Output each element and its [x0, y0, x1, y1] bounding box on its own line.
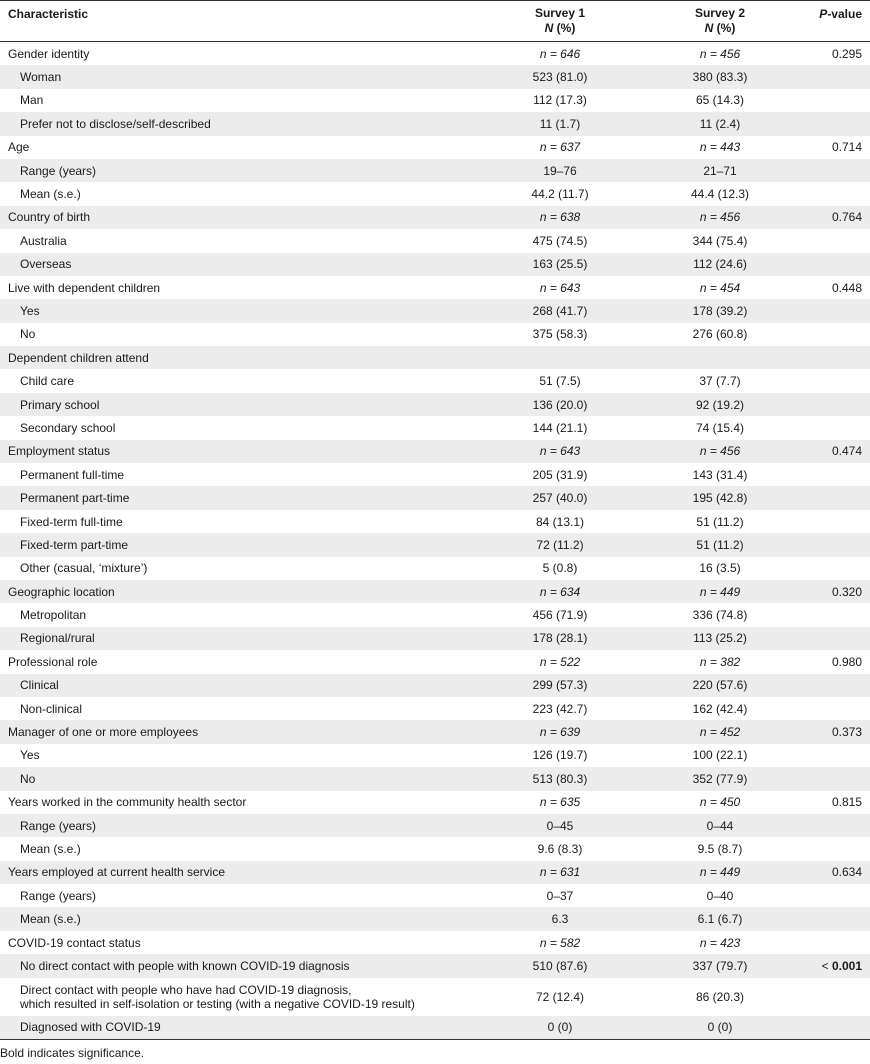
cell-characteristic: Employment status — [8, 444, 111, 459]
cell-survey2: 337 (79.7) — [692, 958, 748, 973]
cell-characteristic: Range (years) — [20, 163, 97, 178]
cell-characteristic: Yes — [20, 748, 40, 763]
cell-characteristic: Australia — [20, 233, 67, 248]
header-characteristic: Characteristic — [8, 7, 89, 21]
cell-survey1: 9.6 (8.3) — [537, 841, 583, 856]
cell-characteristic: Fixed-term full-time — [20, 514, 123, 529]
cell-survey2: 143 (31.4) — [692, 467, 748, 482]
cell-characteristic: Geographic location — [8, 584, 115, 599]
cell-characteristic: Professional role — [8, 654, 98, 669]
cell-survey2: 0–40 — [706, 888, 734, 903]
cell-characteristic: No direct contact with people with known COVID-19 diagnosis — [20, 958, 350, 973]
cell-survey1: 6.3 — [551, 912, 569, 927]
cell-survey2: n = 456 — [699, 444, 741, 459]
table-row-group — [0, 136, 870, 159]
table-row — [0, 369, 870, 392]
cell-survey2: 0–44 — [706, 818, 734, 833]
table-row — [0, 557, 870, 580]
cell-characteristic — [0, 983, 470, 1011]
table-row — [0, 510, 870, 533]
table-row-group — [0, 440, 870, 463]
cell-characteristic: Years worked in the community health sector — [8, 795, 247, 810]
cell-survey1: 44.2 (11.7) — [531, 187, 589, 202]
cell-p-value: 0.634 — [831, 865, 862, 880]
table-row — [0, 837, 870, 860]
cell-survey2: 44.4 (12.3) — [690, 187, 750, 202]
cell-characteristic: Regional/rural — [20, 631, 95, 646]
cell-characteristic: Gender identity — [8, 46, 90, 61]
cell-survey1: 84 (13.1) — [535, 514, 585, 529]
cell-survey2: n = 456 — [699, 210, 741, 225]
header-survey1 — [470, 1, 650, 41]
cell-survey1: 257 (40.0) — [532, 491, 588, 506]
header-p-italic: P — [819, 7, 828, 21]
cell-survey2: 112 (24.6) — [693, 257, 747, 272]
cell-survey1: n = 635 — [539, 795, 581, 810]
table-row — [0, 463, 870, 486]
cell-survey1: 19–76 — [543, 163, 577, 178]
cell-survey2: 11 (2.4) — [699, 116, 741, 131]
cell-characteristic: Primary school — [20, 397, 100, 412]
cell-survey1: 0–45 — [546, 818, 574, 833]
cell-characteristic: Overseas — [20, 257, 72, 272]
cell-survey2: 352 (77.9) — [692, 771, 748, 786]
table-row-group — [0, 276, 870, 299]
table-row-group — [0, 861, 870, 884]
cell-p-value: 0.764 — [831, 210, 862, 225]
table-row-group — [0, 580, 870, 603]
cell-characteristic: Age — [8, 140, 30, 155]
header-survey1-sub — [545, 21, 576, 36]
cell-characteristic: Man — [20, 93, 44, 108]
cell-p-value: 0.295 — [831, 46, 862, 61]
table-row — [0, 112, 870, 135]
table-footnote: Bold indicates significance. — [0, 1046, 145, 1061]
header-survey1-title: Survey 1 — [534, 6, 586, 20]
table-row — [0, 814, 870, 837]
cell-characteristic: Fixed-term part-time — [20, 537, 129, 552]
cell-survey2: n = 454 — [699, 280, 741, 295]
p-value-significant: 0.001 — [831, 958, 862, 973]
cell-survey1: 144 (21.1) — [532, 420, 588, 435]
cell-characteristic: Prefer not to disclose/self-described — [20, 116, 211, 131]
table-row-group — [0, 346, 870, 369]
cell-survey1: 0 (0) — [547, 1020, 573, 1035]
cell-p-value: 0.815 — [831, 795, 862, 810]
cell-survey2: 74 (15.4) — [695, 420, 745, 435]
header-survey2-n: N — [704, 21, 714, 35]
cell-survey1: 112 (17.3) — [533, 93, 587, 108]
table-row — [0, 182, 870, 205]
cell-survey2: 100 (22.1) — [692, 748, 748, 763]
cell-p-value: 0.474 — [831, 444, 862, 459]
table-row — [0, 697, 870, 720]
table-row — [0, 323, 870, 346]
p-value-operator: < — [821, 958, 832, 973]
cell-survey2: n = 449 — [699, 584, 741, 599]
cell-survey1: n = 582 — [539, 935, 581, 950]
table-row — [0, 954, 870, 977]
table-row — [0, 627, 870, 650]
cell-survey1: n = 522 — [539, 654, 581, 669]
cell-survey1: 126 (19.7) — [532, 748, 588, 763]
header-survey2-pct: (%) — [716, 21, 736, 35]
cell-characteristic: Diagnosed with COVID-19 — [20, 1020, 161, 1035]
table-row-group — [0, 42, 870, 65]
cell-characteristic: Secondary school — [20, 420, 116, 435]
cell-survey1: 72 (11.2) — [536, 537, 584, 552]
cell-characteristic-line: which resulted in self-isolation or testing (with a negative COVID-19 result) — [20, 996, 415, 1011]
cell-survey1: n = 639 — [539, 725, 581, 740]
table-row — [0, 767, 870, 790]
table-row — [0, 674, 870, 697]
cell-survey1: 0–37 — [546, 888, 574, 903]
table-row — [0, 253, 870, 276]
table-row — [0, 1016, 870, 1039]
cell-survey1: 178 (28.1) — [532, 631, 588, 646]
cell-survey2: n = 456 — [699, 46, 741, 61]
cell-survey1: n = 634 — [539, 584, 581, 599]
cell-survey2: 178 (39.2) — [692, 303, 748, 318]
table-row-group — [0, 650, 870, 673]
cell-survey1: 299 (57.3) — [532, 678, 588, 693]
cell-characteristic: Yes — [20, 303, 40, 318]
table-row-group — [0, 206, 870, 229]
cell-survey2: n = 449 — [699, 865, 741, 880]
cell-survey1: 513 (80.3) — [532, 771, 588, 786]
cell-survey1: 375 (58.3) — [532, 327, 588, 342]
cell-characteristic: Years employed at current health service — [8, 865, 226, 880]
cell-survey2: 336 (74.8) — [692, 608, 748, 623]
cell-survey2: 65 (14.3) — [695, 93, 745, 108]
cell-survey2: 276 (60.8) — [692, 327, 748, 342]
cell-survey2: 51 (11.2) — [696, 514, 744, 529]
cell-survey1: 456 (71.9) — [532, 608, 588, 623]
cell-characteristic: Permanent full-time — [20, 467, 125, 482]
cell-survey1: 5 (0.8) — [542, 561, 578, 576]
cell-survey2: 86 (20.3) — [695, 989, 745, 1004]
cell-characteristic: Live with dependent children — [8, 280, 161, 295]
cell-characteristic: Range (years) — [20, 818, 97, 833]
header-survey1-n: N — [544, 21, 554, 35]
cell-survey2: n = 452 — [699, 725, 741, 740]
cell-characteristic: Mean (s.e.) — [20, 912, 81, 927]
cell-survey1: 268 (41.7) — [532, 303, 588, 318]
table-row-group — [0, 931, 870, 954]
table-row — [0, 884, 870, 907]
header-survey2-title: Survey 2 — [694, 6, 746, 20]
header-p-suffix: -value — [827, 7, 862, 21]
cell-survey1: n = 637 — [539, 140, 581, 155]
cell-survey2: 37 (7.7) — [699, 374, 741, 389]
table-header — [0, 0, 870, 42]
header-survey2 — [650, 1, 790, 41]
cell-characteristic: Clinical — [20, 678, 59, 693]
cell-survey2: n = 423 — [699, 935, 741, 950]
cell-survey2: 220 (57.6) — [692, 678, 748, 693]
cell-characteristic: Range (years) — [20, 888, 97, 903]
cell-survey2: 21–71 — [703, 163, 737, 178]
cell-survey1: 136 (20.0) — [532, 397, 588, 412]
table-row — [0, 65, 870, 88]
cell-survey1: 51 (7.5) — [539, 374, 581, 389]
table-row — [0, 89, 870, 112]
cell-survey2: n = 450 — [699, 795, 741, 810]
table-row-group — [0, 791, 870, 814]
cell-characteristic: Mean (s.e.) — [20, 187, 81, 202]
cell-characteristic: Non-clinical — [20, 701, 83, 716]
cell-survey1: n = 643 — [539, 444, 581, 459]
cell-characteristic: Other (casual, ‘mixture’) — [20, 561, 148, 576]
cell-p-value: 0.448 — [831, 280, 862, 295]
cell-characteristic: Woman — [20, 70, 62, 85]
cell-survey1: 510 (87.6) — [532, 958, 588, 973]
cell-survey1: 223 (42.7) — [532, 701, 588, 716]
cell-p-value: 0.373 — [831, 725, 862, 740]
cell-survey1: 205 (31.9) — [532, 467, 588, 482]
cell-characteristic: Country of birth — [8, 210, 91, 225]
table-row — [0, 393, 870, 416]
table-row — [0, 978, 870, 1016]
cell-p-value — [790, 959, 870, 973]
cell-survey1: n = 631 — [539, 865, 581, 880]
cell-survey2: 380 (83.3) — [692, 70, 748, 85]
table-row — [0, 907, 870, 930]
cell-survey1: 475 (74.5) — [532, 233, 588, 248]
cell-characteristic: Metropolitan — [20, 608, 87, 623]
table-row — [0, 744, 870, 767]
cell-survey2: 9.5 (8.7) — [697, 841, 743, 856]
cell-survey1: 11 (1.7) — [539, 116, 581, 131]
header-p-value — [790, 1, 870, 21]
cell-p-value: 0.980 — [831, 654, 862, 669]
cell-characteristic: COVID-19 contact status — [8, 935, 141, 950]
table-row — [0, 533, 870, 556]
cell-survey2: 16 (3.5) — [699, 561, 741, 576]
cell-characteristic: No — [20, 327, 36, 342]
cell-survey2: 6.1 (6.7) — [697, 912, 743, 927]
cell-survey2: 0 (0) — [707, 1020, 733, 1035]
cell-survey2: 92 (19.2) — [695, 397, 745, 412]
cell-survey1: n = 638 — [539, 210, 581, 225]
table-body — [0, 42, 870, 1040]
cell-p-value: 0.320 — [831, 584, 862, 599]
cell-characteristic: Dependent children attend — [8, 350, 149, 365]
cell-characteristic: Manager of one or more employees — [8, 725, 199, 740]
table-row — [0, 229, 870, 252]
cell-characteristic: Child care — [20, 374, 75, 389]
table-row — [0, 299, 870, 322]
table-row — [0, 416, 870, 439]
cell-survey2: n = 443 — [699, 140, 741, 155]
cell-survey2: 162 (42.4) — [692, 701, 748, 716]
cell-survey1: 72 (12.4) — [535, 989, 585, 1004]
cell-characteristic: Permanent part-time — [20, 491, 130, 506]
cell-survey2: 344 (75.4) — [692, 233, 748, 248]
cell-survey1: n = 646 — [539, 46, 581, 61]
table-row — [0, 603, 870, 626]
cell-characteristic: No — [20, 771, 36, 786]
table-row-group — [0, 720, 870, 743]
cell-survey2: 51 (11.2) — [696, 537, 744, 552]
cell-survey2: 113 (25.2) — [693, 631, 747, 646]
table-row — [0, 159, 870, 182]
header-survey1-pct: (%) — [556, 21, 576, 35]
cell-survey1: 523 (81.0) — [532, 70, 588, 85]
cell-survey2: n = 382 — [699, 654, 741, 669]
cell-characteristic: Mean (s.e.) — [20, 841, 81, 856]
cell-survey1: 163 (25.5) — [532, 257, 588, 272]
cell-characteristic-line: Direct contact with people who have had COVID-19 diagnosis, — [20, 982, 352, 997]
cell-p-value: 0.714 — [831, 140, 862, 155]
header-survey2-sub — [705, 21, 736, 36]
cell-survey1: n = 643 — [539, 280, 581, 295]
cell-survey2: 195 (42.8) — [692, 491, 748, 506]
table-row — [0, 486, 870, 509]
